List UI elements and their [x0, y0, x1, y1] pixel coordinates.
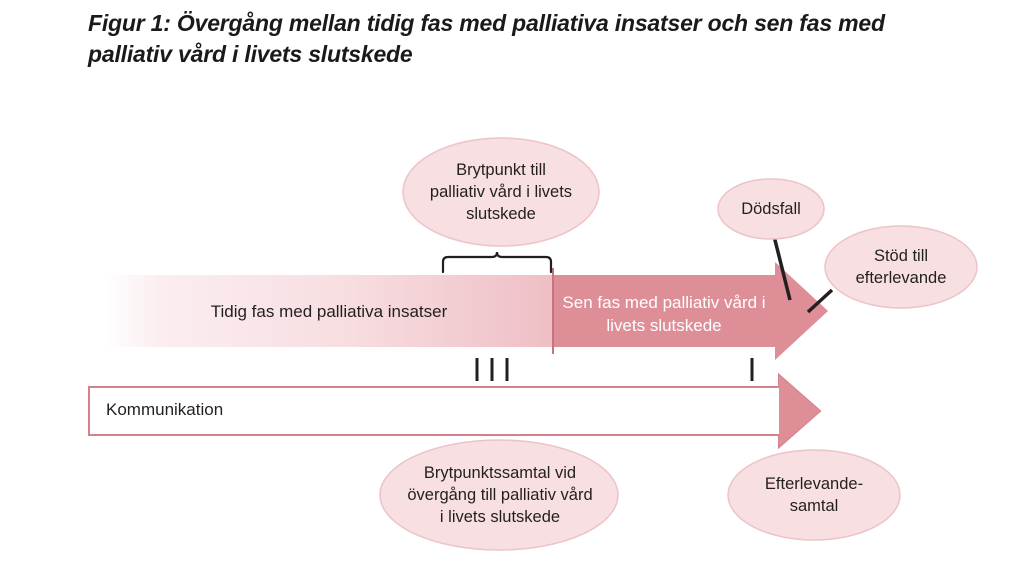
bubble-efterlevandesamtal-line-2: samtal [789, 497, 839, 515]
bubble-brytpunkt-line-1: Brytpunkt till [456, 161, 546, 179]
bubble-brytpunktssamtal-line-2: övergång till palliativ vård [407, 486, 593, 504]
bubble-brytpunkt-text [403, 159, 599, 225]
bubble-dodsfall-text [711, 198, 831, 220]
bubble-stod-line-2: efterlevande [855, 269, 947, 287]
bubble-efterlevandesamtal-text [734, 473, 894, 517]
late-phase-label: Sen fas med palliativ vård i livets slutskede [562, 293, 766, 335]
bubble-brytpunktssamtal-line-3: i livets slutskede [439, 508, 561, 526]
early-phase-label: Tidig fas med palliativa insatser [210, 302, 448, 321]
transition-brace [443, 252, 551, 272]
bubble-stod-line-1: Stöd till [873, 247, 929, 265]
communication-bar-label: Kommunikation [106, 400, 224, 419]
bubble-brytpunktssamtal-line-1: Brytpunktssamtal vid [423, 464, 577, 482]
communication-arrowhead [779, 375, 820, 447]
bubble-efterlevandesamtal-line-1: Efterlevande- [764, 475, 864, 493]
bubble-brytpunkt-line-3: slutskede [466, 205, 536, 223]
bubble-brytpunktssamtal-text [385, 462, 615, 528]
bubble-brytpunkt-line-2: palliativ vård i livets [429, 183, 573, 201]
bubble-dodsfall-line-1: Dödsfall [741, 200, 801, 218]
bubble-stod-text [826, 245, 976, 289]
page-title: Figur 1: Övergång mellan tidig fas med palliativa insatser och sen fas med palliativ vård i livets slutskede [88, 10, 885, 67]
